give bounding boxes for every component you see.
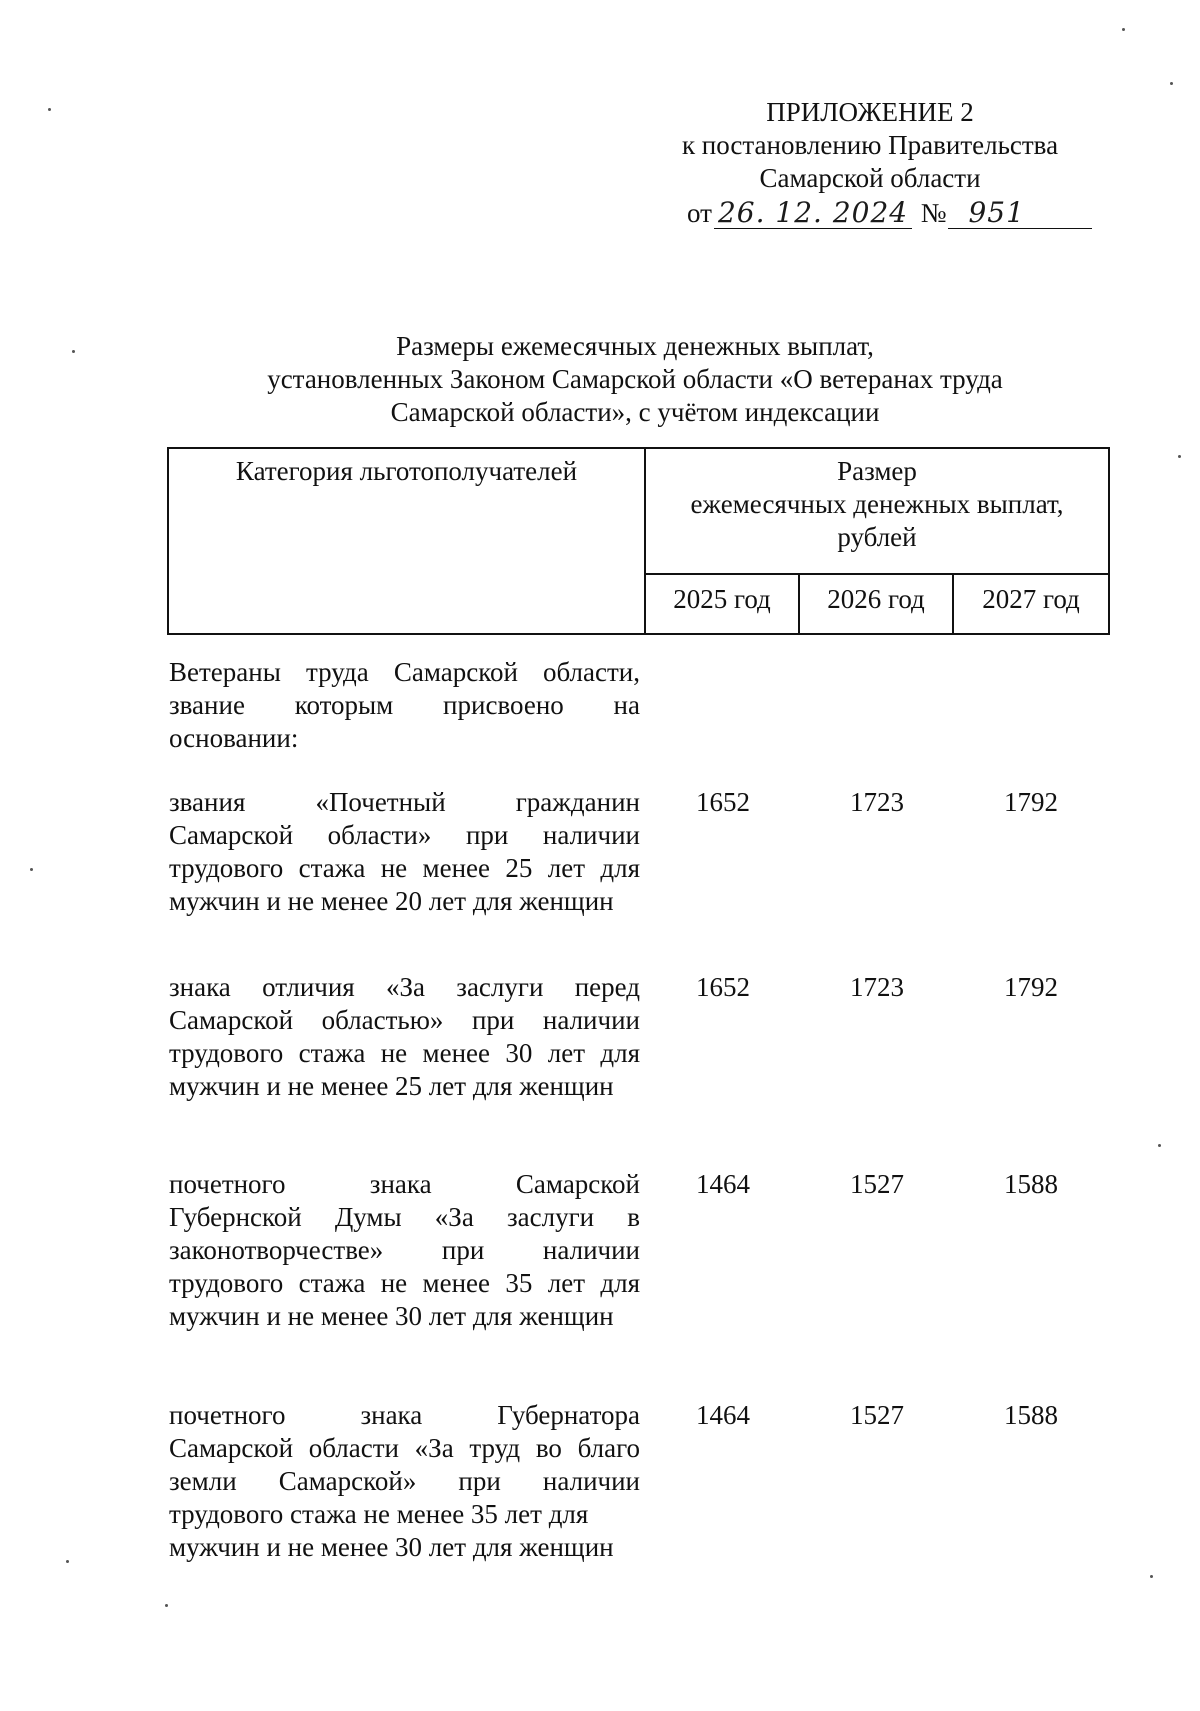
date-prefix: от <box>687 198 712 228</box>
document-title <box>150 330 1120 429</box>
row-line: знака отличия «За заслуги перед <box>169 972 640 1002</box>
header-year-2027: 2027 год <box>982 584 1080 614</box>
row-category <box>169 1399 640 1564</box>
value-2026: 1527 <box>850 1400 904 1430</box>
row-line: Самарской области» при наличии <box>169 820 640 850</box>
scan-speck <box>1122 28 1125 31</box>
date-number-line <box>640 197 1100 230</box>
scan-speck <box>1150 1575 1153 1578</box>
scan-speck <box>1170 82 1173 85</box>
intro-line-2: звание которым присвоено на <box>169 690 640 720</box>
row-line: мужчин и не менее 25 лет для женщин <box>169 1071 614 1101</box>
title-line-2: установленных Законом Самарской области «О ветеранах труда <box>267 364 1003 394</box>
value-2025: 1652 <box>696 787 750 817</box>
value-2027: 1588 <box>1004 1400 1058 1430</box>
row-line: законотворчестве» при наличии <box>169 1235 640 1265</box>
appendix-title: ПРИЛОЖЕНИЕ 2 <box>766 97 974 127</box>
header-category: Категория льготополучателей <box>169 449 646 633</box>
title-line-1: Размеры ежемесячных денежных выплат, <box>396 331 874 361</box>
row-line: Губернской Думы «За заслуги в <box>169 1202 640 1232</box>
value-2027: 1792 <box>1004 787 1058 817</box>
row-category <box>169 971 640 1103</box>
row-line: Самарской областью» при наличии <box>169 1005 640 1035</box>
value-2026: 1527 <box>850 1169 904 1199</box>
scan-speck <box>48 108 51 111</box>
value-2025: 1464 <box>696 1169 750 1199</box>
row-line: трудового стажа не менее 35 лет для <box>169 1499 589 1529</box>
table-header <box>167 447 1110 635</box>
scan-speck <box>1178 455 1181 458</box>
header-size-line-2: ежемесячных денежных выплат, <box>690 489 1064 519</box>
scan-speck <box>165 1604 168 1607</box>
row-line: Самарской области «За труд во благо <box>169 1433 640 1463</box>
scan-speck <box>66 1560 69 1563</box>
title-line-3: Самарской области», с учётом индексации <box>390 397 880 427</box>
row-line: звания «Почетный гражданин <box>169 787 640 817</box>
value-2025: 1464 <box>696 1400 750 1430</box>
header-size-line-1: Размер <box>837 456 917 486</box>
intro-line-1: Ветераны труда Самарской области, <box>169 657 640 687</box>
resolution-reference: к постановлению Правительства <box>681 130 1059 160</box>
header-year-2026: 2026 год <box>800 575 954 633</box>
scan-speck <box>1158 1144 1161 1147</box>
row-line: почетного знака Самарской <box>169 1169 640 1199</box>
intro-text <box>169 656 640 755</box>
header-year-2025: 2025 год <box>646 575 800 633</box>
header-payment-size <box>646 449 1108 575</box>
intro-line-3: основании: <box>169 723 299 753</box>
row-line: мужчин и не менее 20 лет для женщин <box>169 886 614 916</box>
row-line: почетного знака Губернатора <box>169 1400 640 1430</box>
value-2027: 1588 <box>1004 1169 1058 1199</box>
number-prefix: № <box>920 198 947 228</box>
value-2027: 1792 <box>1004 972 1058 1002</box>
row-category <box>169 786 640 918</box>
value-2025: 1652 <box>696 972 750 1002</box>
value-2026: 1723 <box>850 787 904 817</box>
row-line: земли Самарской» при наличии <box>169 1466 640 1496</box>
row-line: мужчин и не менее 30 лет для женщин <box>169 1532 614 1562</box>
scan-speck <box>30 868 33 871</box>
region-name: Самарской области <box>759 163 981 193</box>
handwritten-number: 951 <box>948 198 1092 229</box>
row-line: мужчин и не менее 30 лет для женщин <box>169 1301 614 1331</box>
value-2026: 1723 <box>850 972 904 1002</box>
appendix-header <box>640 96 1100 230</box>
header-size-line-3: рублей <box>837 522 917 552</box>
row-line: трудового стажа не менее 30 лет для <box>169 1038 640 1068</box>
row-line: трудового стажа не менее 25 лет для <box>169 853 640 883</box>
scan-speck <box>72 350 75 353</box>
row-line: трудового стажа не менее 35 лет для <box>169 1268 640 1298</box>
handwritten-date: 26. 12. 2024 <box>714 198 912 229</box>
row-category <box>169 1168 640 1333</box>
